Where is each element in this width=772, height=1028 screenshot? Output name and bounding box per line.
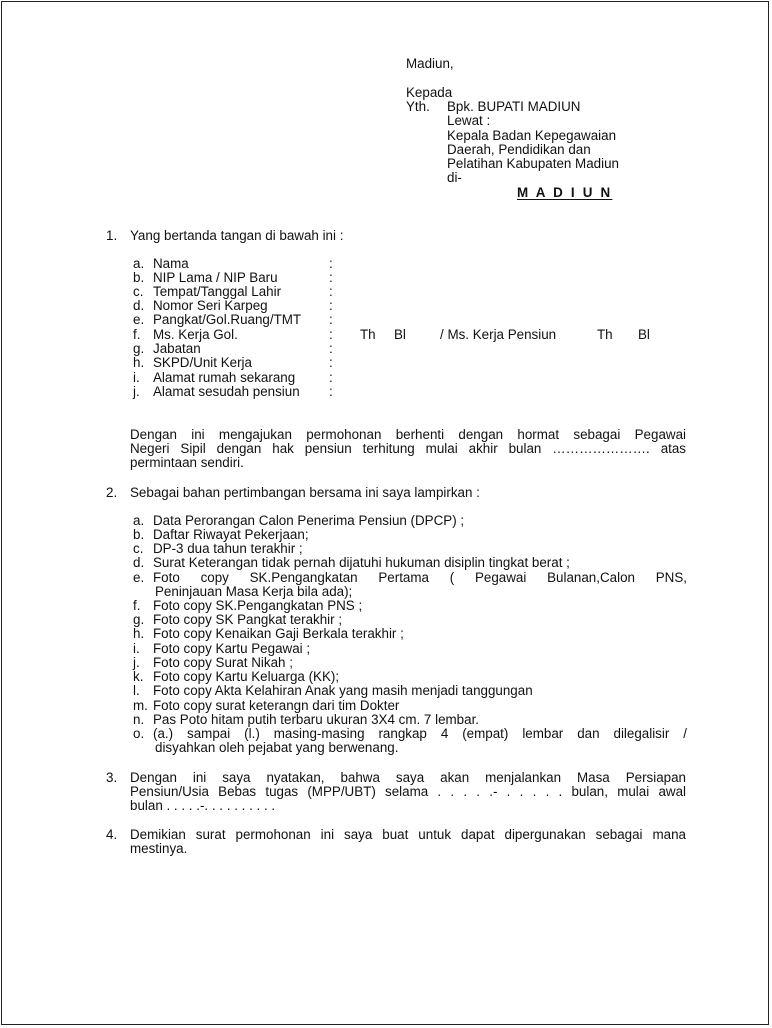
service-years-label: Th — [360, 327, 376, 342]
field-colon: : — [329, 327, 333, 342]
section-2-intro: Sebagai bahan pertimbangan bersama ini saya lampirkan : — [130, 485, 480, 500]
mpp-line: Dengan ini saya nyatakan, bahwa saya akan menjalankan Masa Persiapan — [130, 770, 686, 785]
mpp-line: Pensiun/Usia Bebas tugas (MPP/UBT) selama . . . . .- . . . . . bulan, mulai awal — [130, 784, 686, 799]
statement-line: Negeri Sipil dengan hak pensiun terhitung mulai akhir bulan …………………. atas — [130, 441, 686, 456]
service-months-label: Bl — [394, 327, 406, 342]
statement-line: permintaan sendiri. — [130, 455, 244, 470]
honorific: Yth. — [406, 99, 430, 114]
field-colon: : — [329, 312, 333, 327]
section-2-number: 2. — [106, 485, 118, 500]
field-colon: : — [329, 370, 333, 385]
section-1-number: 1. — [106, 228, 118, 243]
via-line: Kepala Badan Kepegawaian — [447, 128, 617, 143]
closing-line: mestinya. — [130, 841, 188, 856]
section-3-number: 3. — [106, 770, 118, 785]
recipient: Bpk. BUPATI MADIUN — [447, 99, 581, 114]
destination-city: M A D I U N — [517, 185, 613, 200]
field-colon: : — [329, 256, 333, 271]
field-colon: : — [329, 341, 333, 356]
section-4-number: 4. — [106, 827, 118, 842]
section-1-intro: Yang bertanda tangan di bawah ini : — [130, 228, 344, 243]
field-colon: : — [329, 355, 333, 370]
pension-months-label: Bl — [638, 327, 650, 342]
statement-line: Dengan ini mengajukan permohonan berhenti dengan hormat sebagai Pegawai — [130, 427, 686, 442]
pension-years-label: Th — [597, 327, 613, 342]
field-colon: : — [329, 284, 333, 299]
via-line: di- — [447, 170, 462, 185]
pension-service-label: / Ms. Kerja Pensiun — [440, 327, 557, 342]
via-line: Daerah, Pendidikan dan — [447, 142, 591, 157]
field-colon: : — [329, 384, 333, 399]
addressee-label: Kepada — [406, 85, 453, 100]
via-label: Lewat : — [447, 113, 491, 128]
via-line: Pelatihan Kabupaten Madiun — [447, 156, 619, 171]
letter-place: Madiun, — [406, 56, 454, 71]
field-colon: : — [329, 298, 333, 313]
field-colon: : — [329, 270, 333, 285]
closing-line: Demikian surat permohonan ini saya buat untuk dapat dipergunakan sebagai mana — [130, 827, 686, 842]
mpp-line: bulan . . . . .-. . . . . . . . . . — [130, 798, 276, 813]
